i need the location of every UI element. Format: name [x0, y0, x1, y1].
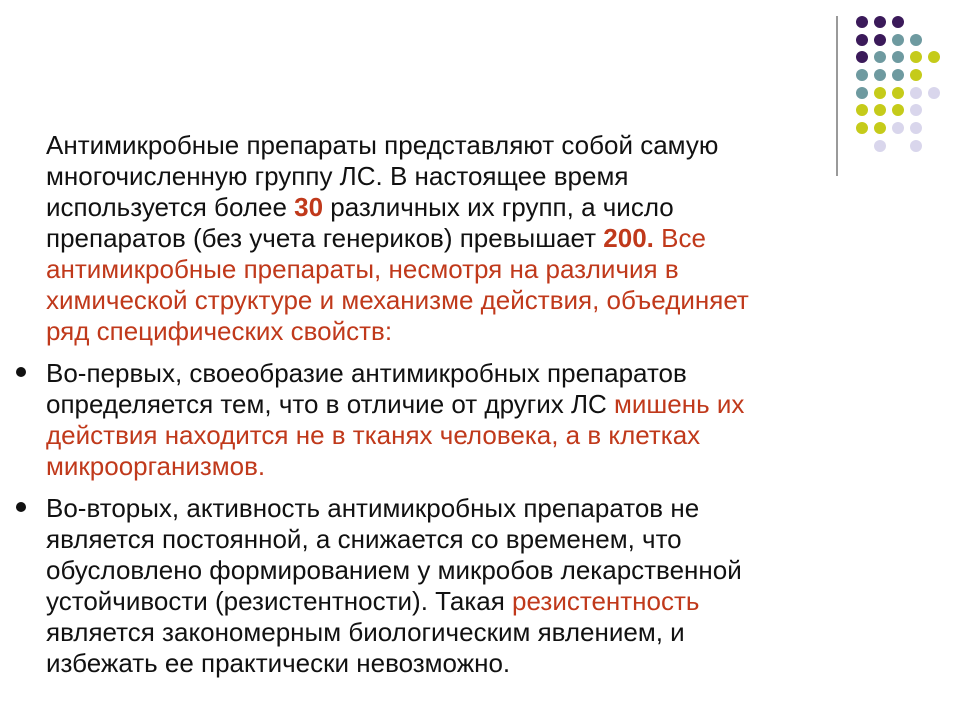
intro-line-7 [46, 316, 856, 347]
highlight-number-200: 200. [603, 223, 654, 253]
highlight-text: действия находится не в тканях человека, а в клетках [46, 420, 701, 450]
intro-line-1 [46, 130, 856, 161]
bullet2-line-1 [46, 493, 856, 524]
intro-paragraph [16, 130, 856, 347]
bullet-text: устойчивости (резистентности). Такая [46, 586, 513, 616]
bullet-item-1 [16, 358, 856, 482]
bullet-text: обусловлено формированием у микробов лекарственной [46, 555, 742, 585]
bullet2-line-2 [46, 524, 856, 555]
intro-text: используется более [46, 192, 295, 222]
intro-text: Антимикробные препараты представляют собой самую [46, 130, 719, 160]
intro-line-6 [46, 285, 856, 316]
bullet2-line-6 [46, 648, 856, 679]
bullet-text: Во-первых, своеобразие антимикробных препаратов [46, 358, 687, 388]
highlight-text: ряд специфических свойств: [46, 316, 393, 346]
highlight-text: микроорганизмов. [46, 451, 266, 481]
bullet2-line-4 [46, 586, 856, 617]
highlight-number-30: 30 [294, 192, 324, 222]
bullet-item-2 [16, 493, 856, 679]
bullet1-line-2 [46, 389, 856, 420]
bullet-dot-icon [16, 502, 26, 512]
bullet-dot-icon [16, 367, 26, 377]
highlight-text: антимикробные препараты, несмотря на различия в [46, 254, 679, 284]
intro-text: многочисленную группу ЛС. В настоящее время [46, 161, 629, 191]
highlight-text: Все [653, 223, 706, 253]
intro-line-3 [46, 192, 856, 223]
intro-line-2 [46, 161, 856, 192]
bullet1-line-4 [46, 451, 856, 482]
highlight-text: мишень их [614, 389, 745, 419]
intro-text: различных их групп, а число [323, 192, 674, 222]
bullet-text: определяется тем, что в отличие от других ЛС [46, 389, 615, 419]
bullet-text: является постоянной, а снижается со временем, что [46, 524, 682, 554]
intro-text: препаратов (без учета генериков) превышает [46, 223, 604, 253]
intro-line-5 [46, 254, 856, 285]
intro-line-4 [46, 223, 856, 254]
bullet-text: является закономерным биологическим явлением, и [46, 617, 685, 647]
bullet2-line-5 [46, 617, 856, 648]
bullet-text: избежать ее практически невозможно. [46, 648, 511, 678]
bullet2-line-3 [46, 555, 856, 586]
bullet-text: Во-вторых, активность антимикробных препаратов не [46, 493, 700, 523]
bullet1-line-1 [46, 358, 856, 389]
highlight-text: химической структуре и механизме действия, объединяет [46, 285, 749, 315]
highlight-text: резистентность [512, 586, 700, 616]
bullet1-line-3 [46, 420, 856, 451]
slide-body [16, 130, 856, 679]
